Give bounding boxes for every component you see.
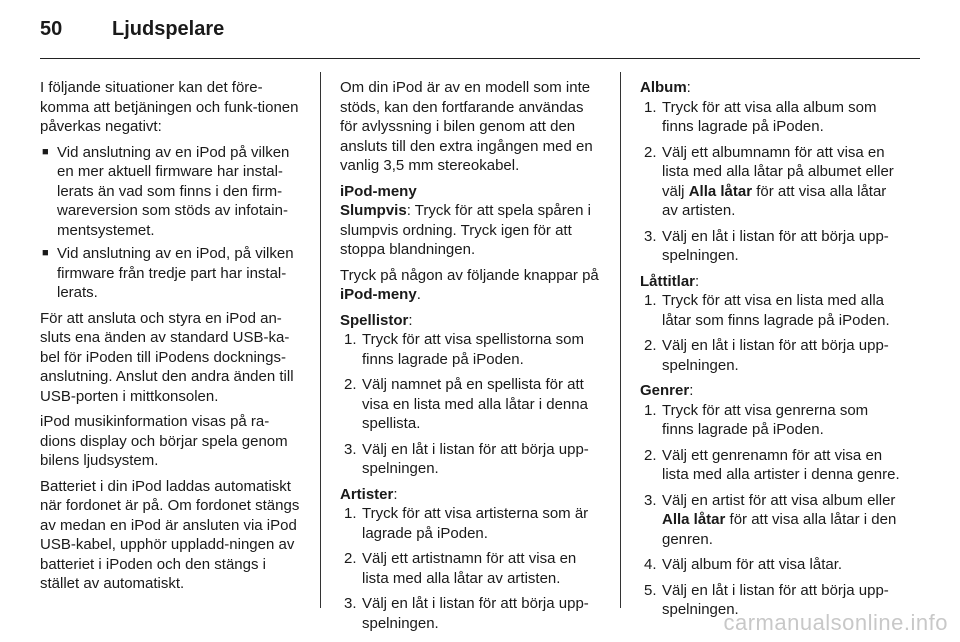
list-item: 5. Välj en låt i listan för att börja upp-spelningen. xyxy=(644,581,889,618)
header-rule xyxy=(40,58,920,59)
list-item: 2. Välj ett genrenamn för att visa en lista med alla artister i denna genre. xyxy=(644,446,900,483)
info-paragraph: iPod musikinformation visas på ra-dions display och börjar spela genom bilens ljudsystem. xyxy=(40,413,288,469)
playlists-steps xyxy=(340,330,604,479)
press-paragraph: Tryck på någon av följande knappar på iPod-meny. xyxy=(340,266,599,303)
column-divider-1 xyxy=(320,72,321,608)
list-item: 1. Tryck för att visa en lista med alla låtar som finns lagrade på iPoden. xyxy=(644,292,890,329)
ipod-menu-heading: iPod-meny xyxy=(340,182,417,200)
genres-heading: Genrer: xyxy=(640,382,694,399)
list-item: 3. Välj en låt i listan för att börja upp-spelningen. xyxy=(644,227,889,264)
site-watermark: carmanualsonline.info xyxy=(723,610,948,635)
artists-heading: Artister: xyxy=(340,485,398,503)
tracks-steps xyxy=(640,291,904,375)
shuffle-paragraph: Slumpvis: Tryck för att spela spåren i slumpvis ordning. Tryck igen för att stoppa blandningen. xyxy=(340,202,591,258)
page-header xyxy=(40,18,224,41)
list-item: 3. Välj en låt i listan för att börja upp-spelningen. xyxy=(344,595,589,632)
column-divider-2 xyxy=(620,72,621,608)
shuffle-label: Slumpvis xyxy=(340,202,407,219)
page-number: 50 xyxy=(40,18,63,40)
connect-paragraph: För att ansluta och styra en iPod an-sluts ena änden av standard USB-ka-bel för iPoden till iPodens docknings-anslutning. Anslut den andra änden till USB-porten i mittkonsolen. xyxy=(40,309,294,405)
square-bullet-icon: ■ xyxy=(42,247,49,259)
unsupported-paragraph: Om din iPod är av en modell som inte stöds, kan den fortfarande användas för avlyssning i bilen genom att den ansluts till den extra ingången med en vanlig 3,5 mm stereokabel. xyxy=(340,79,593,174)
page-title: Ljudspelare xyxy=(112,18,225,40)
tracks-heading: Låttitlar: xyxy=(640,272,700,290)
column-1 xyxy=(40,78,304,600)
playlists-heading: Spellistor: xyxy=(340,311,413,329)
square-bullet-icon: ■ xyxy=(42,145,49,158)
list-item: 3. Välj en låt i listan för att börja upp-spelningen. xyxy=(344,440,589,477)
list-item: 3. Välj en artist för att visa album eller Alla låtar för att visa alla låtar i den genren. xyxy=(644,491,897,548)
album-heading: Album: xyxy=(640,79,691,96)
column-3 xyxy=(640,78,904,626)
list-item: 1. Tryck för att visa artisterna som är lagrade på iPoden. xyxy=(344,505,589,542)
battery-paragraph: Batteriet i din iPod laddas automatiskt när fordonet är på. Om fordonet stängs av medan en iPod är ansluten via iPod USB-kabel, upphör uppladd-ningen av batteriet i iPoden och den stängs i stället av automatiskt. xyxy=(40,477,300,592)
intro-paragraph: I följande situationer kan det före-komma att betjäningen och funk-tionen påverkas negativt: xyxy=(40,79,299,135)
column-2 xyxy=(340,78,604,639)
list-item: 1. Tryck för att visa spellistorna som finns lagrade på iPoden. xyxy=(344,331,585,368)
list-item: 1. Tryck för att visa genrerna som finns lagrade på iPoden. xyxy=(644,401,869,438)
bullet-item: ■ Vid anslutning av en iPod, på vilken firmware från tredje part har instal-lerats. xyxy=(42,245,294,301)
bullet-list xyxy=(40,143,304,303)
list-item: 2. Välj en låt i listan för att börja upp-spelningen. xyxy=(644,337,889,374)
list-item: 2. Välj namnet på en spellista för att visa en lista med alla låtar i denna spellista. xyxy=(344,376,588,432)
genres-steps xyxy=(640,401,904,620)
list-item: 4. Välj album för att visa låtar. xyxy=(644,556,843,573)
list-item: 2. Välj ett albumnamn för att visa en lista med alla låtar på albumet eller välj Alla låtar för att visa alla låtar av artisten. xyxy=(644,143,894,219)
bullet-item: ■ Vid anslutning av en iPod på vilken en mer aktuell firmware har instal-lerats än vad som finns i den firm-wareversion som stöds av infotain-mentsystemet. xyxy=(42,143,290,239)
album-steps xyxy=(640,98,904,266)
artists-steps xyxy=(340,504,604,633)
list-item: 2. Välj ett artistnamn för att visa en lista med alla låtar av artisten. xyxy=(344,550,577,587)
list-item: 1. Tryck för att visa alla album som finns lagrade på iPoden. xyxy=(644,98,877,135)
